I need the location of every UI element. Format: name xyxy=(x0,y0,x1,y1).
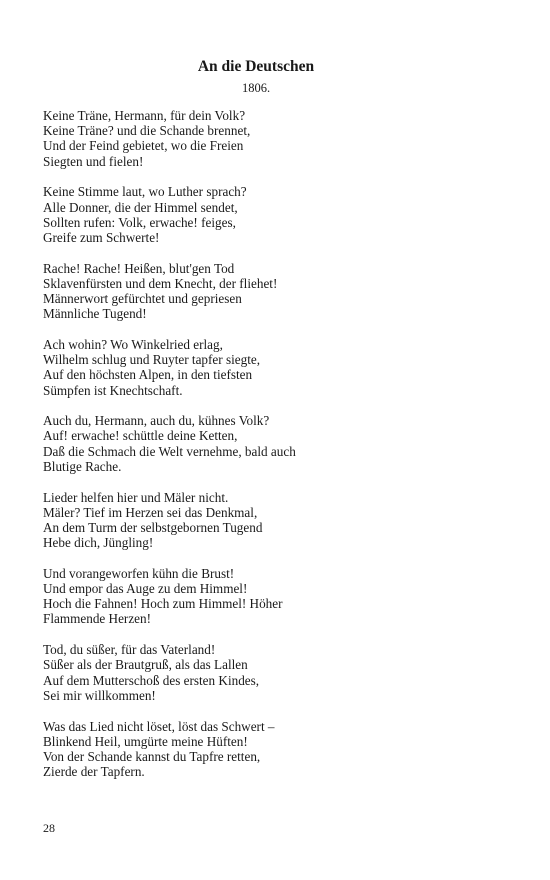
verse-line: Und der Feind gebietet, wo die Freien xyxy=(43,138,244,154)
verse-line: Was das Lied nicht löset, löst das Schwert – xyxy=(43,718,275,734)
verse-line: Männliche Tugend! xyxy=(43,306,147,322)
verse-line: Auch du, Hermann, auch du, kühnes Volk? xyxy=(43,413,270,429)
verse-line: Auf! erwache! schüttle deine Ketten, xyxy=(43,428,238,444)
verse-line: Daß die Schmach die Welt vernehme, bald auch xyxy=(43,443,296,459)
verse-line: Und vorangeworfen kühn die Brust! xyxy=(43,565,235,581)
verse-line: Zierde der Tapfern. xyxy=(43,764,145,780)
verse-line: Keine Träne? und die Schande brennet, xyxy=(43,123,251,139)
verse-line: Keine Träne, Hermann, für dein Volk? xyxy=(43,108,246,123)
poem-year: 1806. xyxy=(241,81,271,95)
verse-line: Flammende Herzen! xyxy=(43,611,152,627)
stanza xyxy=(43,108,503,169)
verse-line: Keine Stimme laut, wo Luther sprach? xyxy=(43,184,247,200)
verse-line: Blinkend Heil, umgürte meine Hüften! xyxy=(43,733,248,749)
verse-line: Hoch die Fahnen! Hoch zum Himmel! Höher xyxy=(43,596,283,612)
verse-line: Hebe dich, Jüngling! xyxy=(43,535,154,551)
stanza xyxy=(43,261,503,322)
verse-line: Blutige Rache. xyxy=(43,458,122,474)
verse-line: Männerwort gefürchtet und gepriesen xyxy=(43,291,242,307)
poem-body xyxy=(43,108,503,795)
verse-line: Siegten und fielen! xyxy=(43,153,144,169)
verse-line: Sei mir willkommen! xyxy=(43,687,156,703)
verse-line: Ach wohin? Wo Winkelried erlag, xyxy=(43,336,223,352)
stanza xyxy=(43,337,503,398)
verse-line: Greife zum Schwerte! xyxy=(43,229,160,245)
verse-line: Von der Schande kannst du Tapfre retten, xyxy=(43,748,261,764)
page-number: 28 xyxy=(43,821,55,835)
verse-line: Mäler? Tief im Herzen sei das Denkmal, xyxy=(43,504,258,520)
verse-line: Auf dem Mutterschoß des ersten Kindes, xyxy=(43,672,260,688)
verse-line: Sklavenfürsten und dem Knecht, der fliehet! xyxy=(43,275,278,291)
stanza xyxy=(43,642,503,703)
verse-line: An dem Turm der selbstgebornen Tugend xyxy=(43,519,263,535)
verse-line: Süßer als der Brautgruß, als das Lallen xyxy=(43,657,248,673)
stanza xyxy=(43,413,503,474)
verse-line: Wilhelm schlug und Ruyter tapfer siegte, xyxy=(43,352,261,368)
verse-line: Rache! Rache! Heißen, blut'gen Tod xyxy=(43,260,235,276)
stanza xyxy=(43,490,503,551)
stanza xyxy=(43,184,503,245)
poem-title: An die Deutschen xyxy=(197,58,315,75)
stanza xyxy=(43,719,503,780)
verse-line: Alle Donner, die der Himmel sendet, xyxy=(43,199,238,215)
verse-line: Auf den höchsten Alpen, in den tiefsten xyxy=(43,367,253,383)
verse-line: Tod, du süßer, für das Vaterland! xyxy=(43,642,216,658)
verse-line: Lieder helfen hier und Mäler nicht. xyxy=(43,489,229,505)
stanza xyxy=(43,566,503,627)
verse-line: Und empor das Auge zu dem Himmel! xyxy=(43,581,248,597)
verse-line: Sümpfen ist Knechtschaft. xyxy=(43,382,183,398)
verse-line: Sollten rufen: Volk, erwache! feiges, xyxy=(43,214,236,230)
